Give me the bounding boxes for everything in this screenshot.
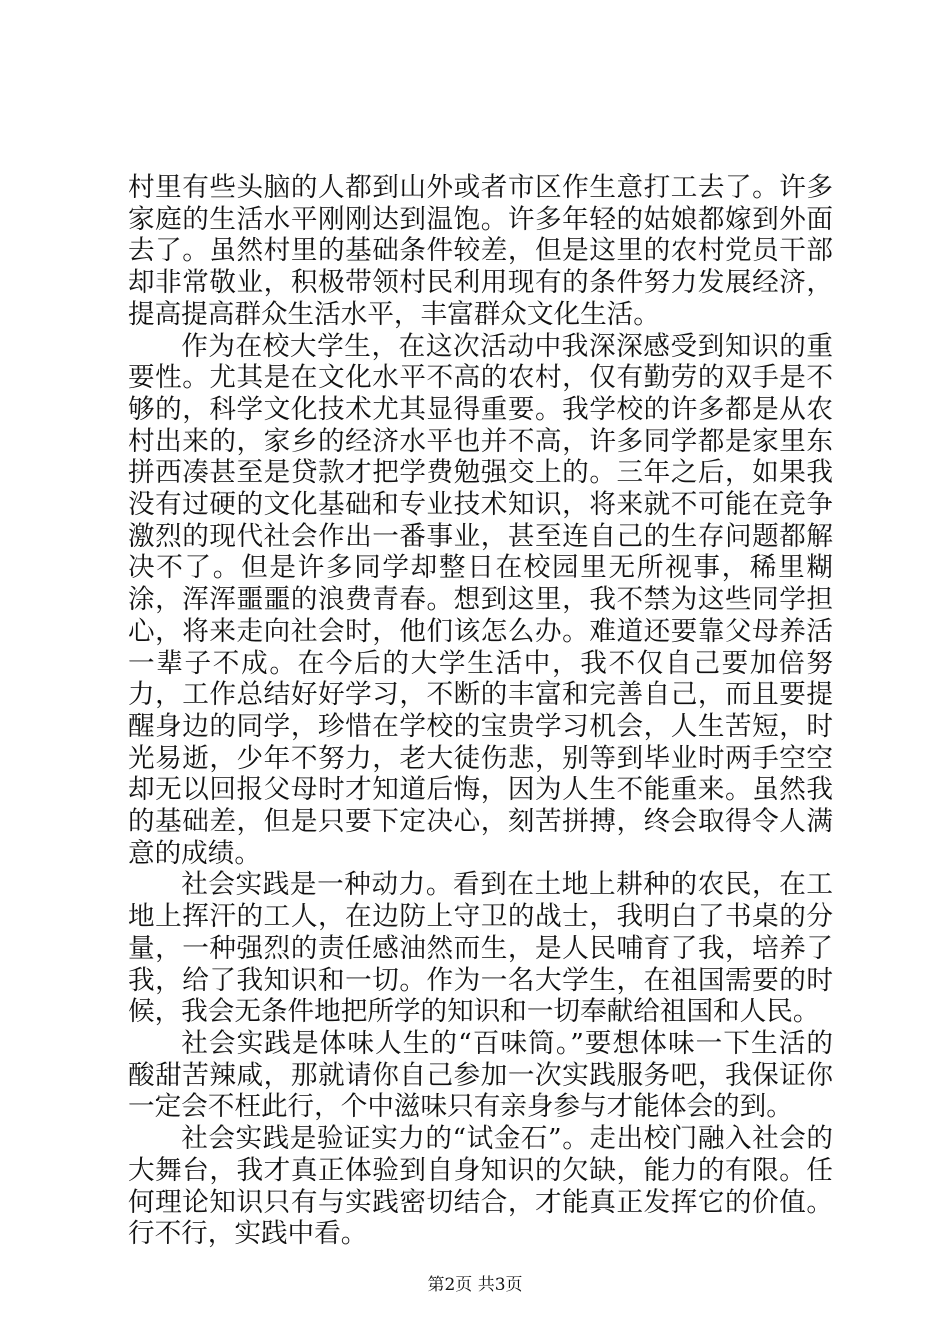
paragraph-life-flavors: 社会实践是体味人生的“百味筒。”要想体味一下生活的酸甜苦辣咸，那就请你自己参加一次实践服务吧，我保证你一定会不枉此行，个中滋味只有亲身参与才能体会的到。 [128,1027,833,1123]
page-number-footer: 第2页 共3页 [427,1275,523,1295]
paragraph-knowledge-importance: 作为在校大学生，在这次活动中我深深感受到知识的重要性。尤其是在文化水平不高的农村，仅有勤劳的双手是不够的，科学文化技术尤其显得重要。我学校的许多都是从农村出来的，家乡的经济水平也并不高，许多同学都是家里东拼西凑甚至是贷款才把学费勉强交上的。三年之后，如果我没有过硬的文化基础和专业技术知识，将来就不可能在竞争激烈的现代社会作出一番事业，甚至连自己的生存问题都解决不了。但是许多同学却整日在校园里无所视事，稀里糊涂，浑浑噩噩的浪费青春。想到这里，我不禁为这些同学担心，将来走向社会时，他们该怎么办。难道还要靠父母养活一辈子不成。在今后的大学生活中，我不仅自己要加倍努力，工作总结好好学习，不断的丰富和完善自己，而且要提醒身边的同学，珍惜在学校的宝贵学习机会，人生苦短，时光易逝，少年不努力，老大徒伤悲，别等到毕业时两手空空却无以回报父母时才知道后悔，因为人生不能重来。虽然我的基础差，但是只要下定决心，刻苦拼搏，终会取得令人满意的成绩。 [128,330,833,869]
document-body [128,172,833,1250]
paragraph-touchstone: 社会实践是验证实力的“试金石”。走出校门融入社会的大舞台，我才真正体验到自身知识的欠缺，能力的有限。任何理论知识只有与实践密切结合，才能真正发挥它的价值。行不行，实践中看。 [128,1123,833,1250]
paragraph-motivation: 社会实践是一种动力。看到在土地上耕种的农民，在工地上挥汗的工人，在边防上守卫的战士，我明白了书桌的分量，一种强烈的责任感油然而生，是人民哺育了我，培养了我，给了我知识和一切。作为一名大学生，在祖国需要的时候，我会无条件地把所学的知识和一切奉献给祖国和人民。 [128,869,833,1028]
paragraph-continuation: 村里有些头脑的人都到山外或者市区作生意打工去了。许多家庭的生活水平刚刚达到温饱。许多年轻的姑娘都嫁到外面去了。虽然村里的基础条件较差，但是这里的农村党员干部却非常敬业，积极带领村民利用现有的条件努力发展经济，提高提高群众生活水平，丰富群众文化生活。 [128,172,833,330]
